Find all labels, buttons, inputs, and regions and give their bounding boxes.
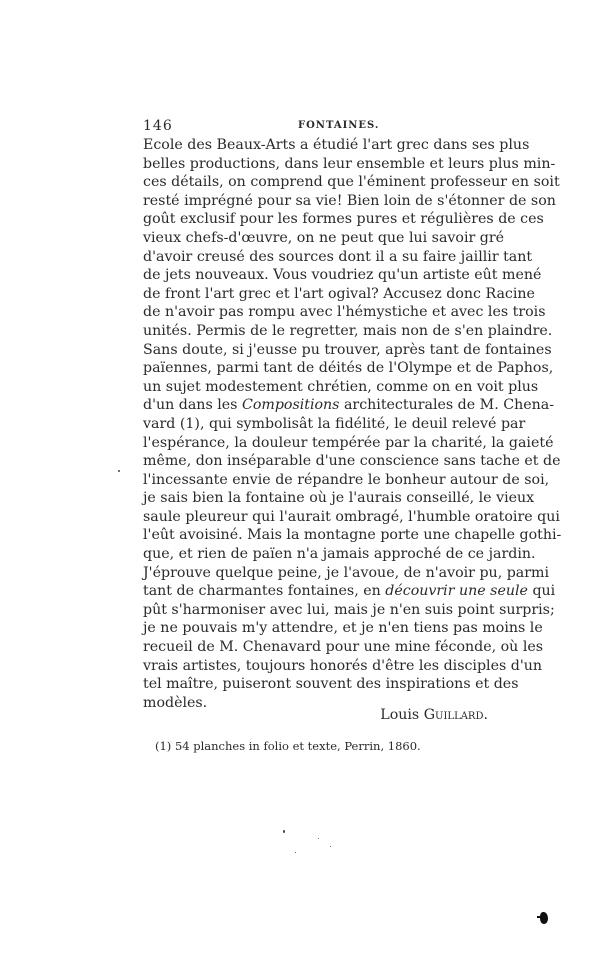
page-number: 146 [143, 118, 173, 134]
text-line: païennes, parmi tant de déités de l'Olympe et de Paphos, [143, 360, 554, 377]
text-line: d'avoir creusé des sources dont il a su faire jaillir tant [143, 248, 533, 265]
text-line: modèles. [143, 694, 208, 711]
italic-text: Compositions [241, 397, 340, 414]
text-line: que, et rien de païen n'a jamais approché de ce jardin. [143, 546, 536, 563]
text-line: pût s'harmoniser avec lui, mais je n'en suis point surpris; [143, 601, 555, 618]
text-line: vrais artistes, toujours honorés d'être les disciples d'un [143, 657, 543, 674]
text-line: Ecole des Beaux-Arts a étudié l'art grec dans ses plus [143, 137, 530, 153]
section-title: FONTAINES. [298, 120, 380, 131]
author-last-name: Guillard. [423, 707, 488, 723]
text-line: saule pleureur qui l'aurait ombragé, l'humble oratoire qui [143, 508, 560, 525]
ink-speck [295, 852, 296, 853]
text-line: tant de charmantes fontaines, en découvrir une seule qui [143, 583, 556, 600]
running-head [143, 118, 489, 134]
text-line: vieux chefs-d'œuvre, on ne peut que lui savoir gré [143, 229, 505, 246]
text-line: l'espérance, la douleur tempérée par la charité, la gaieté [143, 434, 554, 451]
text-line: de front l'art grec et l'art ogival? Accusez donc Racine [143, 285, 535, 302]
text-line: recueil de M. Chenavard pour une mine féconde, où les [143, 639, 544, 656]
ink-speck [318, 838, 319, 839]
ink-speck [283, 830, 285, 833]
text-line: unités. Permis de le regretter, mais non de s'en plaindre. [143, 322, 553, 339]
text-line: J'éprouve quelque peine, je l'avoue, de n'avoir pu, parmi [143, 564, 550, 581]
text-line: ces détails, on comprend que l'éminent professeur en soit [143, 174, 560, 191]
text-line: l'incessante envie de répandre le bonheur autour de soi, [143, 471, 550, 488]
text-line: Sans doute, si j'eusse pu trouver, après tant de fontaines [143, 341, 552, 358]
text-line: goût exclusif pour les formes pures et régulières de ces [143, 211, 544, 228]
ink-speck [330, 846, 331, 847]
footnote: (1) 54 planches in folio et texte, Perrin, 1860. [155, 739, 421, 753]
body-text [143, 136, 562, 712]
text-line: de jets nouveaux. Vous voudriez qu'un artiste eût mené [143, 267, 542, 284]
text-line: même, don inséparable d'une conscience sans tache et de [143, 453, 561, 470]
author-first-name: Louis [380, 707, 424, 723]
text-line: vard (1), qui symbolisât la fidélité, le deuil relevé par [143, 415, 526, 432]
ink-speck [118, 470, 120, 472]
text-line: l'eût avoisiné. Mais la montagne porte une chapelle gothi- [143, 527, 562, 544]
text-line: un sujet modestement chrétien, comme on en voit plus [143, 378, 539, 395]
text-line: belles productions, dans leur ensemble et leurs plus min- [143, 155, 556, 172]
italic-text: découvrir une seule [385, 583, 528, 600]
author-signature [380, 707, 488, 723]
text-line: resté imprégné pour sa vie! Bien loin de s'étonner de son [143, 192, 556, 209]
text-line: tel maître, puiseront souvent des inspirations et des [143, 676, 519, 693]
text-line: de n'avoir pas rompu avec l'hémystiche et avec les trois [143, 304, 546, 321]
text-line: d'un dans les Compositions architecturales de M. Chena- [143, 397, 554, 414]
ink-blot [540, 912, 548, 924]
text-line: je ne pouvais m'y attendre, et je n'en tiens pas moins le [143, 620, 543, 637]
text-line: je sais bien la fontaine où je l'aurais conseillé, le vieux [143, 490, 535, 507]
